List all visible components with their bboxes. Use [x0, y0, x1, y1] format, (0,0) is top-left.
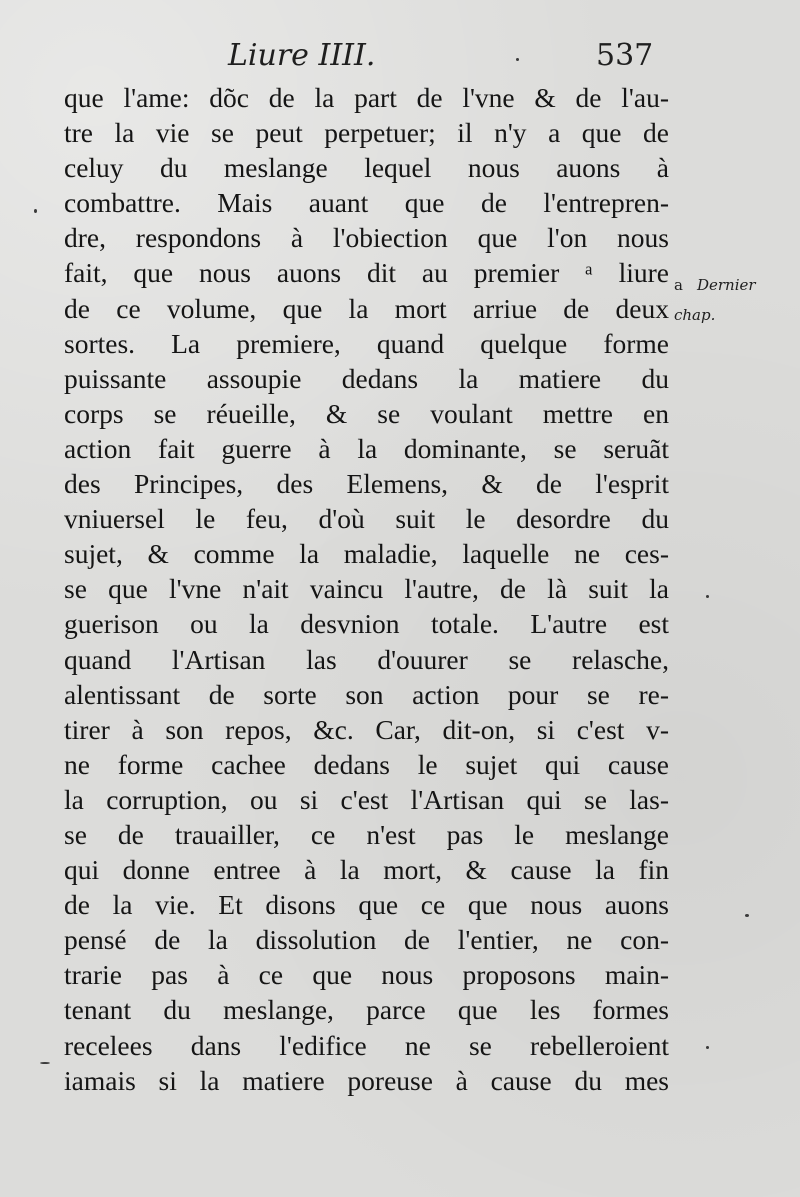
- margin-note-text: Dernier: [696, 276, 756, 294]
- margin-note-first-line: [674, 270, 800, 300]
- text-line: tenant du meslange, parce que les formes: [64, 994, 669, 1026]
- running-title: [228, 36, 375, 76]
- text-line: que l'ame: dõc de la part de l'vne & de l'au-: [64, 82, 669, 113]
- page-number: 537: [596, 38, 654, 73]
- paper-speck: [706, 595, 709, 598]
- text-line: se de trauailler, ce n'est pas le meslange: [64, 818, 669, 850]
- body-text: [64, 80, 669, 1098]
- text-line: la corruption, ou si c'est l'Artisan qui se las-: [64, 783, 669, 815]
- text-line: de ce volume, que la mort arriue de deux: [64, 292, 669, 324]
- running-title-text: Liure IIII.: [228, 38, 376, 73]
- margin-note-second-line: [674, 300, 800, 330]
- text-line: trarie pas à ce que nous proposons main-: [64, 959, 669, 991]
- margin-note-text: chap.: [674, 306, 716, 324]
- text-line: iamais si la matiere poreuse à cause du mes: [64, 1064, 669, 1096]
- text-line: sortes. La premiere, quand quelque forme: [64, 327, 669, 359]
- text-line: recelees dans l'edifice ne se rebelleroient: [64, 1029, 669, 1061]
- paper-speck: [516, 58, 519, 61]
- text-line: des Principes, des Elemens, & de l'esprit: [64, 468, 669, 500]
- text-line: quand l'Artisan las d'ouurer se relasche,: [64, 643, 669, 675]
- paper-speck: [706, 1046, 709, 1049]
- text-line: alentissant de sorte son action pour se re-: [64, 678, 669, 710]
- text-line: ne forme cachee dedans le sujet qui cause: [64, 748, 669, 780]
- text-line: celuy du meslange lequel nous auons à: [64, 152, 669, 184]
- text-line: guerison ou la desvnion totale. L'autre est: [64, 608, 669, 640]
- text-line: tre la vie se peut perpetuer; il n'y a que de: [64, 117, 669, 149]
- running-head: [0, 36, 800, 76]
- text-line: puissante assoupie dedans la matiere du: [64, 362, 669, 394]
- text-line: dre, respondons à l'obiection que l'on nous: [64, 222, 669, 254]
- text-line: sujet, & comme la maladie, laquelle ne ces-: [64, 538, 669, 570]
- text-line: vniuersel le feu, d'où suit le desordre du: [64, 503, 669, 535]
- paper-speck: [34, 209, 37, 213]
- paper-speck: [745, 914, 749, 917]
- text-line: pensé de la dissolution de l'entier, ne con-: [64, 924, 669, 956]
- text-line: se que l'vne n'ait vaincu l'autre, de là suit la: [64, 573, 669, 605]
- text-line: combattre. Mais auant que de l'entrepren-: [64, 187, 669, 219]
- text-line: de la vie. Et disons que ce que nous auons: [64, 889, 669, 921]
- margin-note-marker: a: [674, 276, 683, 294]
- margin-note: [674, 270, 800, 330]
- text-line: tirer à son repos, &c. Car, dit-on, si c'est v-: [64, 713, 669, 745]
- text-line: corps se réueille, & se voulant mettre en: [64, 397, 669, 429]
- text-line: fait, que nous auons dit au premier ᵃ liure: [64, 257, 669, 289]
- text-line: qui donne entree à la mort, & cause la fin: [64, 854, 669, 886]
- text-line: action fait guerre à la dominante, se seruãt: [64, 432, 669, 464]
- paper-speck: [40, 1062, 50, 1064]
